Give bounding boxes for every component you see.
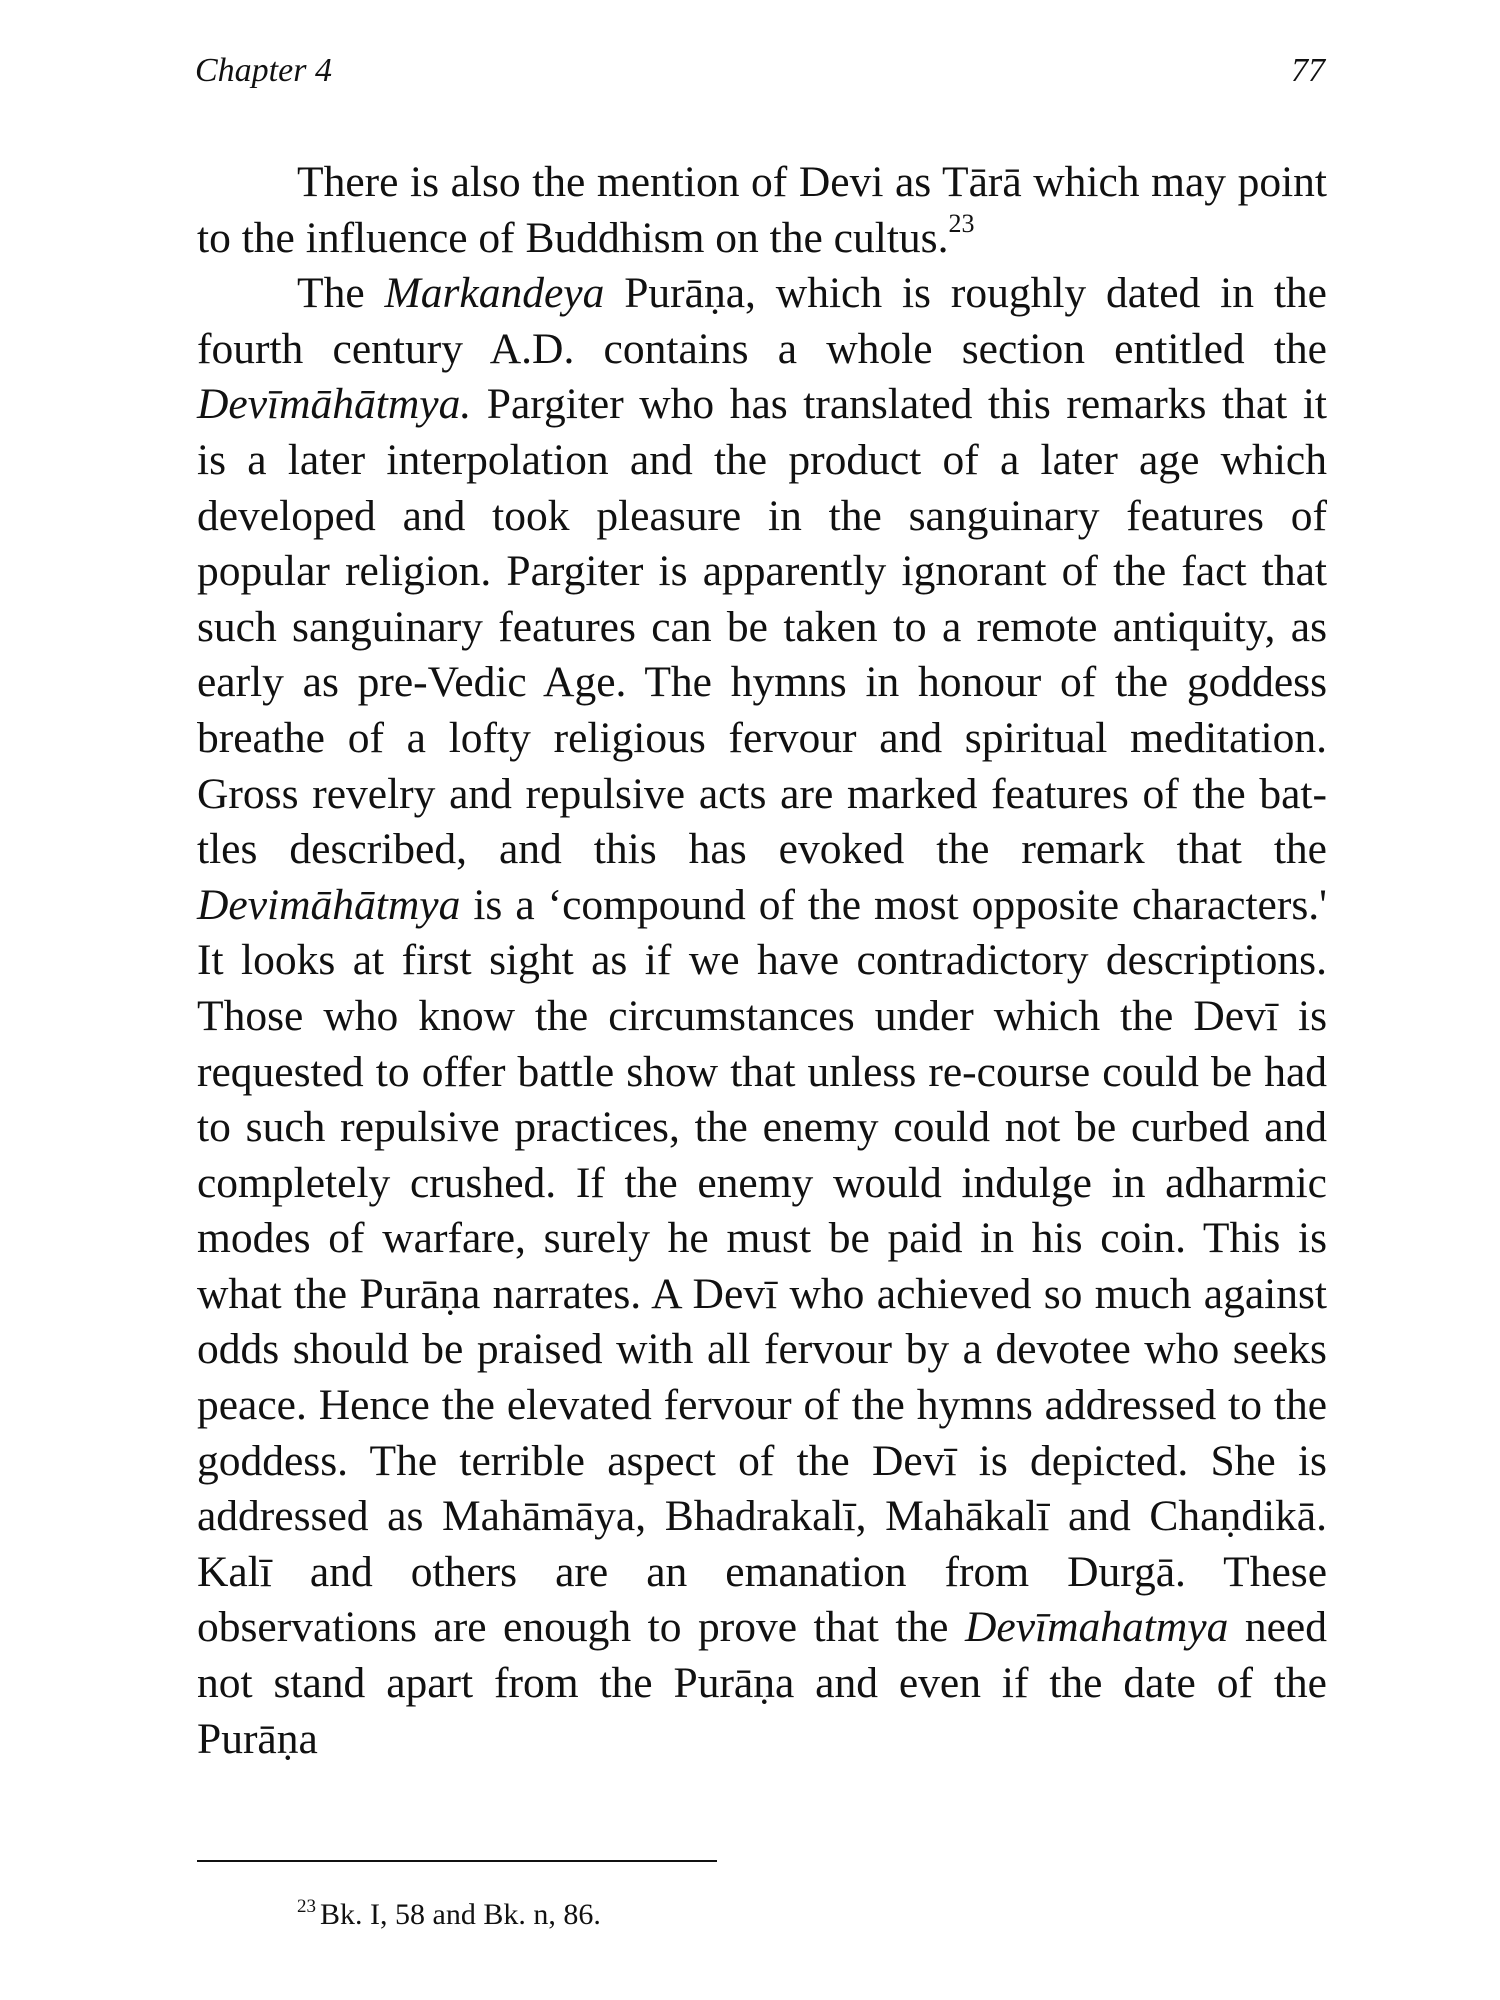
italic-title: Devimāhātmya bbox=[197, 880, 461, 929]
footnote-marker: 23 bbox=[297, 1896, 316, 1917]
footnote-reference: 23 bbox=[948, 208, 975, 238]
text-run: There is also the mention of Devi as Tārā which may point to the influence of Buddhism on the cultus. bbox=[197, 158, 1327, 262]
text-run: The bbox=[297, 269, 385, 318]
text-run: Pargiter who has translated this remarks that it is a later interpolation and the product of a later age which developed and took pleasure in the sanguinary features of popular religion. Pargiter is apparently ignorant of the fact that such sanguinary features can be taken to a remote antiquity, as early as pre-Vedic Age. The hymns in honour of the goddess breathe of a lofty religious fervour and spiritual meditation. Gross revelry and repulsive acts are marked features of the battles described, and this has evoked the remark that the bbox=[197, 380, 1327, 874]
italic-title: Markandeya bbox=[384, 269, 605, 318]
page-number: 77 bbox=[1291, 52, 1325, 89]
paragraph bbox=[197, 266, 1327, 1767]
body-text bbox=[197, 155, 1327, 1767]
running-head bbox=[195, 52, 1325, 102]
text-run: Purāṇa, which is roughly dated in the fourth century A.D. contains a whole section entitled the bbox=[197, 269, 1327, 373]
paragraph bbox=[197, 155, 1327, 266]
text-run: is a ‘compound of the most opposite characters.' It looks at first sight as if we have contradictory descriptions. Those who know the circumstances under which the Devī is requested to offer battle show that unless re-course could be had to such repulsive practices, the enemy could not be curbed and completely crushed. If the enemy would indulge in adharmic modes of warfare, surely he must be paid in his coin. This is what the Purāṇa narrates. A Devī who achieved so much against odds should be praised with all fervour by a devotee who seeks peace. Hence the elevated fervour of the hymns addressed to the goddess. The terrible aspect of the Devī is depicted. She is addressed as Mahāmāya, Bhadrakalī, Mahākalī and Chaṇdikā. Kalī and others are an emanation from Durgā. These observations are enough to prove that the bbox=[197, 880, 1327, 1652]
footnote bbox=[297, 1897, 601, 1933]
text-run: need not stand apart from the Purāṇa and even if the date of the Purāṇa bbox=[197, 1603, 1327, 1763]
chapter-label: Chapter 4 bbox=[195, 52, 332, 89]
footnote-text: Bk. I, 58 and Bk. n, 86. bbox=[320, 1898, 601, 1931]
italic-title: Devīmahatmya bbox=[965, 1603, 1229, 1652]
footnote-rule bbox=[197, 1860, 717, 1862]
italic-title: Devīmāhātmya. bbox=[197, 380, 472, 429]
